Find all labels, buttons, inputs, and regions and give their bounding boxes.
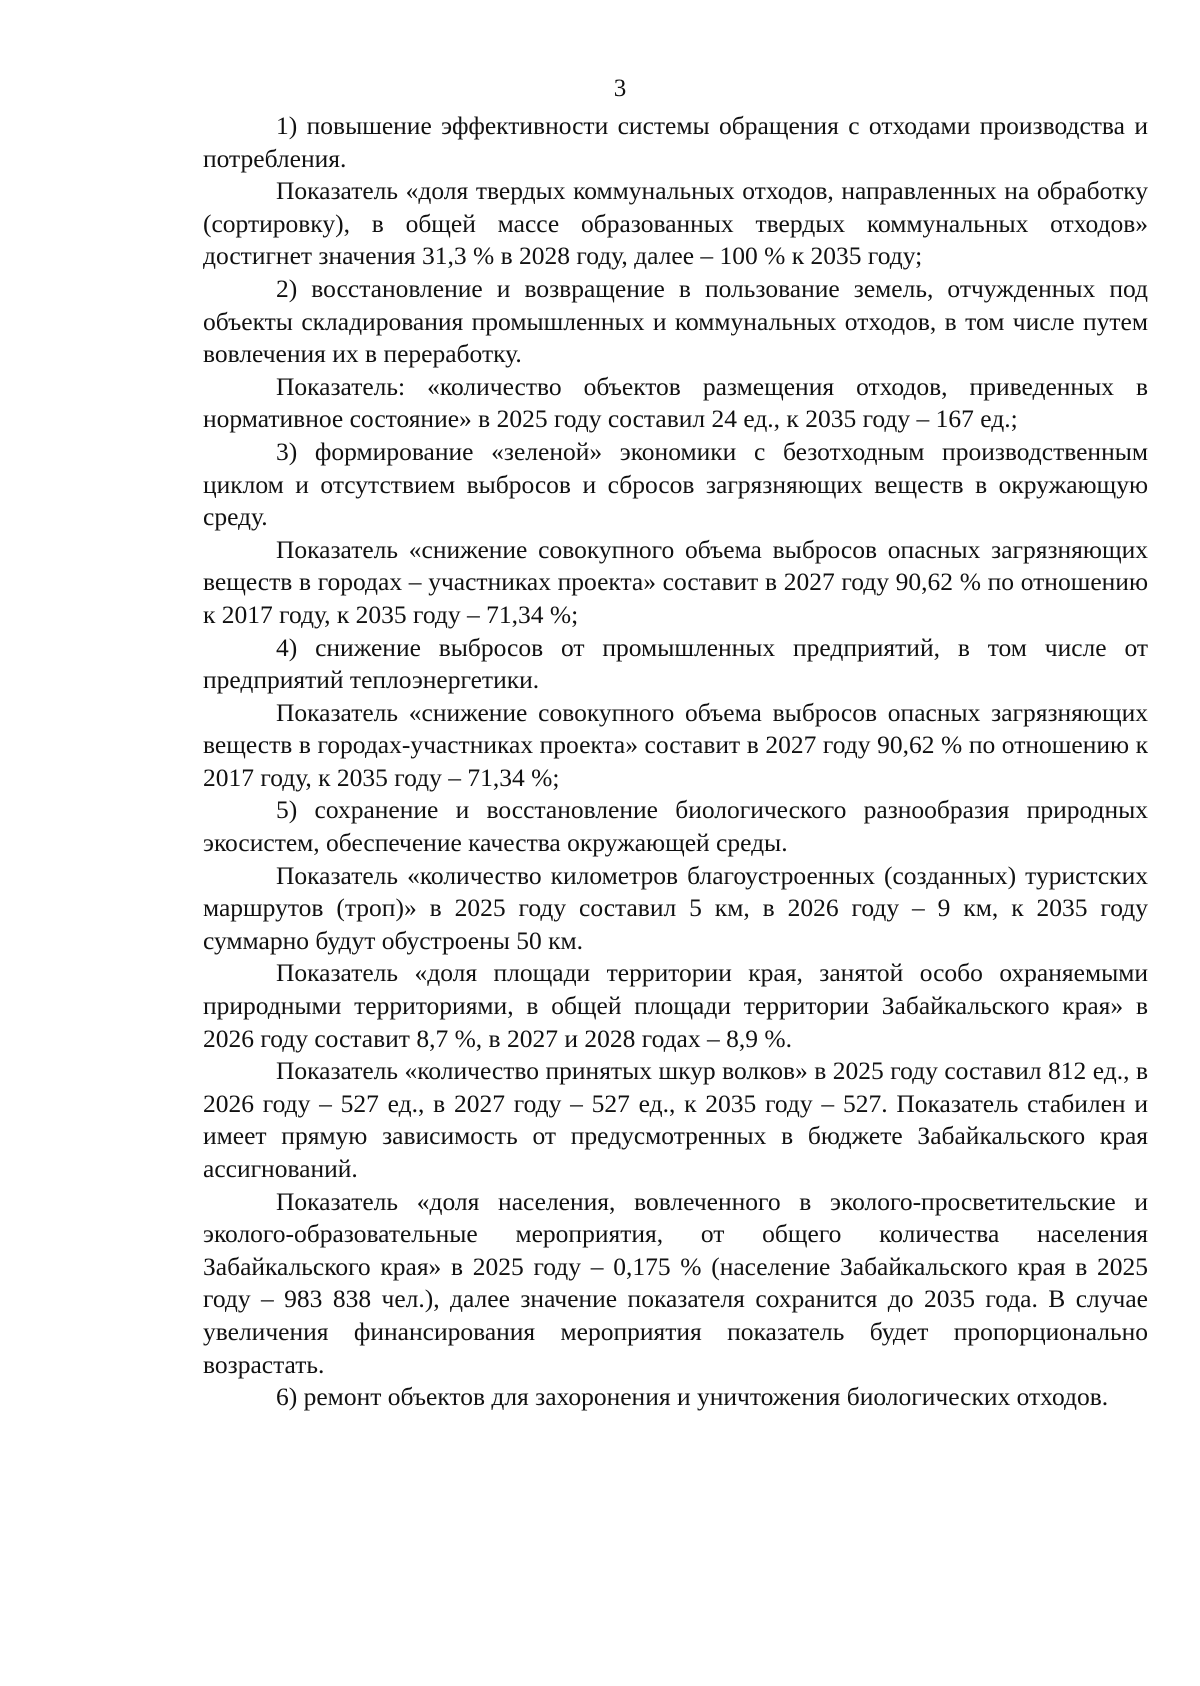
paragraph: Показатель «доля населения, вовлеченного в эколого-просветительские и эколого-образовательные мероприятия, от общего количества населения Забайкальского края» в 2025 году – 0,175 % (население Забайкальского края в 2025 году – 983 838 чел.), далее значение показателя сохранится до 2035 года. В случае увеличения финансирования мероприятия показатель будет пропорционально возрастать. <box>203 1186 1148 1379</box>
page-number: 3 <box>613 75 627 102</box>
paragraph: 2) восстановление и возвращение в пользование земель, отчужденных под объекты складирования промышленных и коммунальных отходов, в том числе путем вовлечения их в переработку. <box>203 273 1148 369</box>
paragraph: Показатель: «количество объектов размещения отходов, приведенных в нормативное состояние» в 2025 году составил 24 ед., к 2035 году – 167 ед.; <box>203 371 1148 434</box>
paragraph: 4) снижение выбросов от промышленных предприятий, в том числе от предприятий теплоэнергетики. <box>203 632 1148 695</box>
paragraph: 1) повышение эффективности системы обращения с отходами производства и потребления. <box>203 111 1148 173</box>
paragraph: Показатель «количество принятых шкур волков» в 2025 году составил 812 ед., в 2026 году – 527 ед., в 2027 году – 527 ед., к 2035 году – 527. Показатель стабилен и имеет прямую зависимость от предусмотренных в бюджете Забайкальского края ассигнований. <box>203 1056 1148 1183</box>
paragraph: 3) формирование «зеленой» экономики с безотходным производственным циклом и отсутствием выбросов и сбросов загрязняющих веществ в окружающую среду. <box>203 436 1148 532</box>
paragraph: Показатель «снижение совокупного объема выбросов опасных загрязняющих веществ в городах – участниках проекта» составит в 2027 году 90,62 % по отношению к 2017 году, к 2035 году – 71,34 %; <box>203 534 1148 629</box>
paragraph: Показатель «доля твердых коммунальных отходов, направленных на обработку (сортировку), в общей массе образованных твердых коммунальных отходов» достигнет значения 31,3 % в 2028 году, далее – 100 % к 2035 году; <box>203 176 1148 271</box>
paragraph: Показатель «снижение совокупного объема выбросов опасных загрязняющих веществ в городах-участниках проекта» составит в 2027 году 90,62 % по отношению к 2017 году, к 2035 году – 71,34 %; <box>203 697 1148 792</box>
paragraph: 6) ремонт объектов для захоронения и уничтожения биологических отходов. <box>276 1382 1109 1412</box>
document-body <box>203 110 1148 1414</box>
paragraph: Показатель «доля площади территории края, занятой особо охраняемыми природными территориями, в общей площади территории Забайкальского края» в 2026 году составит 8,7 %, в 2027 и 2028 годах – 8,9 %. <box>203 958 1148 1053</box>
paragraph: 5) сохранение и восстановление биологического разнообразия природных экосистем, обеспечение качества окружающей среды. <box>203 795 1148 858</box>
paragraph: Показатель «количество километров благоустроенных (созданных) туристских маршрутов (троп)» в 2025 году составил 5 км, в 2026 году – 9 км, к 2035 году суммарно будут обустроены 50 км. <box>203 860 1148 955</box>
